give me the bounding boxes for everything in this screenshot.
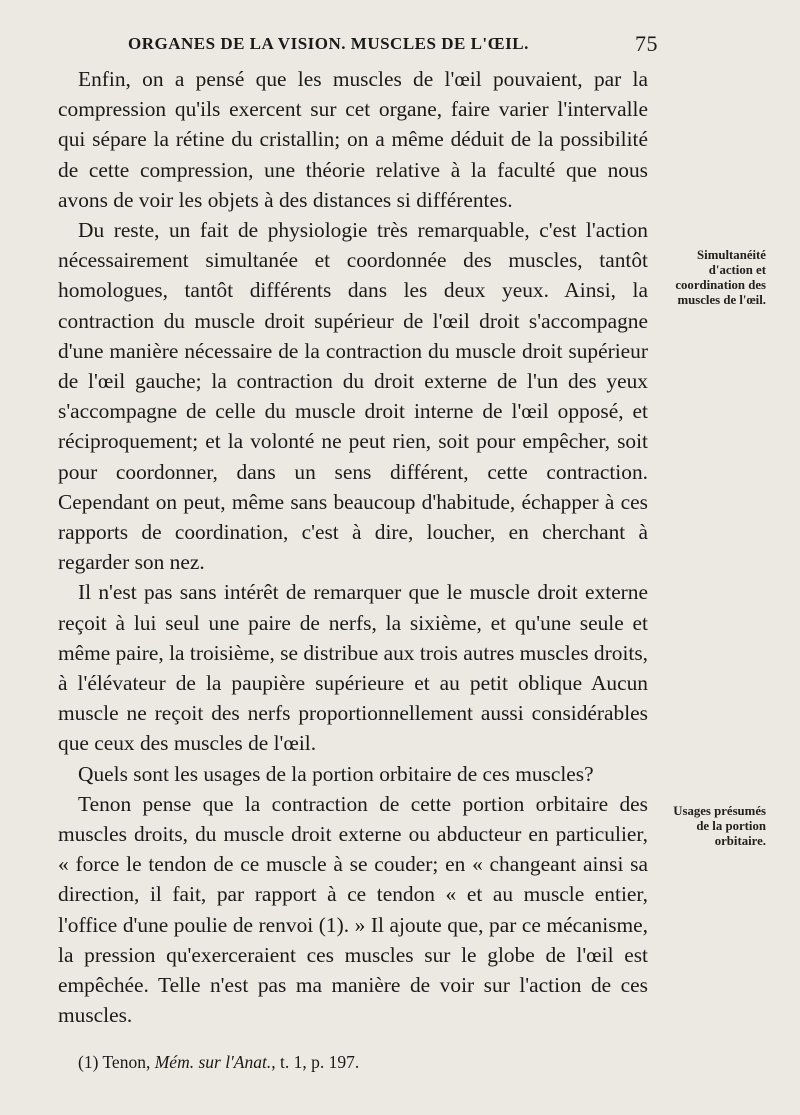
body-text bbox=[58, 64, 648, 1031]
margin-note-usages: Usages présumés de la portion orbitaire. bbox=[673, 804, 766, 848]
paragraph-1: Enfin, on a pensé que les muscles de l'œil pouvaient, par la compression qu'ils exercent sur cet organe, faire varier l'intervalle qui sépare la rétine du cristallin; on a même déduit de la possibilité de cette compression, une théorie relative à la faculté que nous avons de voir les objets à des distances si différentes. bbox=[58, 67, 648, 212]
paragraph-5: Tenon pense que la contraction de cette portion orbitaire des muscles droits, du muscle droit externe ou abducteur en particulier, « force le tendon de ce muscle à se couder; en « changeant ainsi sa direction, il fait, par rapport à ce tendon « et au muscle entier, l'office d'une poulie de renvoi (1). » Il ajoute que, par ce mécanisme, la pression qu'exerceraient ces muscles sur le globe de l'œil est empêchée. Telle n'est pas ma manière de voir sur l'action de ces muscles. bbox=[58, 791, 648, 1028]
footnote-work: Mém. sur l'Anat. bbox=[154, 1052, 272, 1072]
header-title: ORGANES DE LA VISION. MUSCLES DE L'ŒIL. bbox=[128, 34, 529, 53]
footnote-ref: , t. 1, p. 197. bbox=[271, 1052, 360, 1072]
paragraph-3: Il n'est pas sans intérêt de remarquer que le muscle droit externe reçoit à lui seul une paire de nerfs, la sixième, et qu'une seule et même paire, la troisième, se distribue aux trois autres muscles droits, à l'élévateur de la paupière supérieure et au petit oblique Aucun muscle ne reçoit des nerfs proportionnellement aussi considérables que ceux des muscles de l'œil. bbox=[58, 580, 648, 756]
footnote bbox=[78, 1052, 359, 1073]
paragraph-2: Du reste, un fait de physiologie très remarquable, c'est l'action nécessairement simultanée et coordonnée des muscles, tantôt homologues, tantôt différents dans les deux yeux. Ainsi, la contraction du muscle droit supérieur de l'œil droit s'accompagne d'une manière nécessaire de la contraction du muscle droit supérieur de l'œil gauche; la contraction du droit externe de l'un des yeux s'accompagne de celle du muscle droit interne de l'œil opposé, et réciproquement; et la volonté ne peut rien, soit pour empêcher, soit pour coordonner, dans un sens différent, cette contraction. Cependant on peut, même sans beaucoup d'habitude, échapper à ces rapports de coordination, c'est à dire, loucher, en cherchant à regarder son nez. bbox=[58, 218, 648, 575]
page-number: 75 bbox=[635, 31, 658, 56]
margin-note-simultaneite: Simultanéité d'action et coordination des muscles de l'œil. bbox=[675, 248, 766, 307]
footnote-marker: (1) bbox=[78, 1052, 99, 1072]
footnote-author: Tenon, bbox=[102, 1052, 151, 1072]
paragraph-4: Quels sont les usages de la portion orbitaire de ces muscles? bbox=[78, 761, 594, 786]
